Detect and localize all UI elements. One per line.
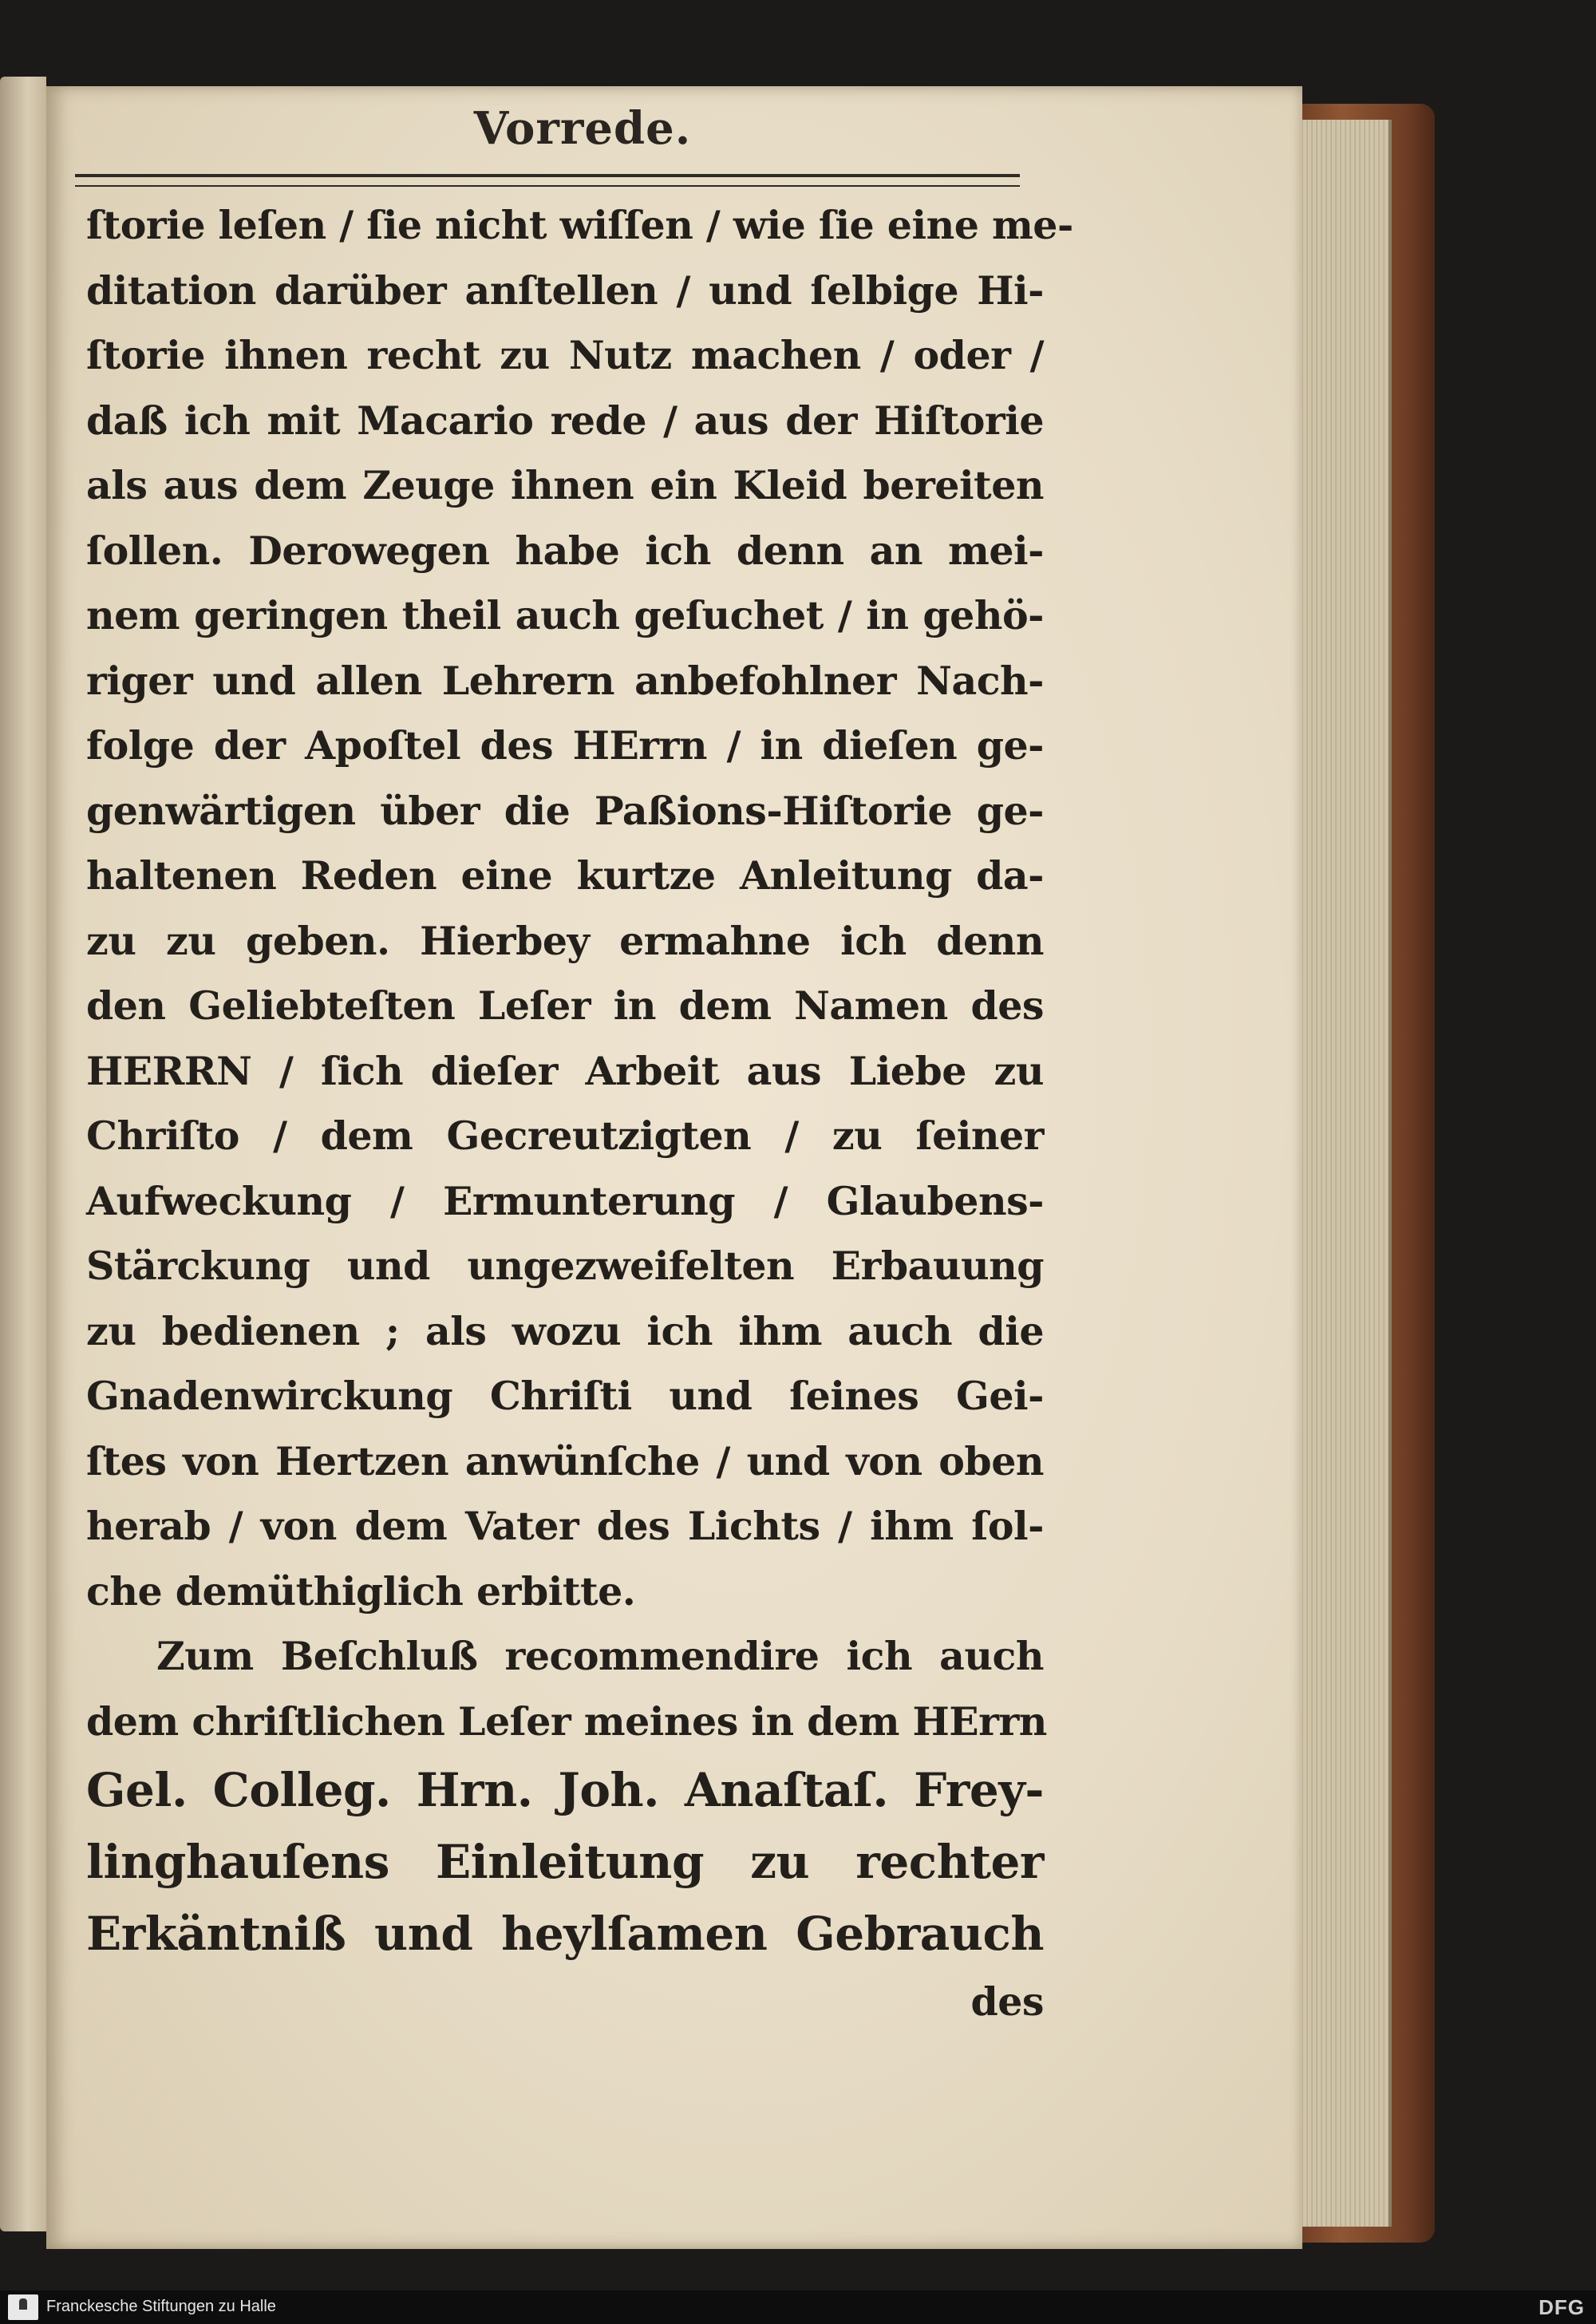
- text-line: Erkäntniß und heylſamen Gebrauch: [86, 1907, 1044, 1961]
- text-line: daß ich mit Macario rede / aus der Hiſtorie: [86, 397, 1044, 444]
- institution-logo-icon: [8, 2294, 38, 2320]
- viewer-footer: [0, 2290, 1596, 2324]
- catchword: des: [970, 1978, 1044, 2025]
- text-line: ſtorie leſen / ſie nicht wiſſen / wie ſie eine me-: [86, 202, 1073, 248]
- page-edges: [1294, 120, 1392, 2227]
- text-line: als aus dem Zeuge ihnen ein Kleid bereiten: [86, 462, 1044, 508]
- text-line: nem geringen theil auch geſuchet / in gehö-: [86, 592, 1044, 638]
- text-line: ditation darüber anſtellen / und ſelbige Hi-: [86, 267, 1044, 314]
- header-rule: [75, 174, 1020, 187]
- text-line: ſtorie ihnen recht zu Nutz machen / oder /: [86, 332, 1044, 378]
- text-line: Chriſto / dem Gecreutzigten / zu ſeiner: [86, 1113, 1044, 1159]
- text-line: linghauſens Einleitung zu rechter: [86, 1835, 1044, 1889]
- text-line: Gnadenwirckung Chriſti und ſeines Gei-: [86, 1373, 1044, 1419]
- text-line: che demüthiglich erbitte.: [86, 1567, 636, 1615]
- text-line: HERRN / ſich dieſer Arbeit aus Liebe zu: [86, 1047, 1044, 1094]
- text-line: folge der Apoſtel des HErrn / in dieſen ge-: [86, 722, 1044, 769]
- text-line: herab / von dem Vater des Lichts / ihm ſol-: [86, 1503, 1044, 1549]
- body-text: [86, 193, 1073, 2035]
- text-line: den Geliebteſten Leſer in dem Namen des: [86, 982, 1044, 1029]
- text-line: haltenen Reden eine kurtze Anleitung da-: [86, 852, 1044, 899]
- text-line: zu zu geben. Hierbey ermahne ich denn: [86, 917, 1044, 964]
- institution-label: Franckesche Stiftungen zu Halle: [46, 2298, 276, 2315]
- text-line: dem chriſtlichen Leſer meines in dem HErrn: [86, 1698, 1047, 1745]
- text-line: genwärtigen über die Paßions-Hiſtorie ge-: [86, 787, 1044, 834]
- dfg-logo: DFG: [1539, 2295, 1585, 2319]
- left-page-edge: [0, 77, 46, 2231]
- text-line: ſollen. Derowegen habe ich denn an mei-: [86, 527, 1044, 574]
- text-line: Aufweckung / Ermunterung / Glaubens-: [86, 1177, 1044, 1224]
- text-line: zu bedienen ; als wozu ich ihm auch die: [86, 1307, 1044, 1354]
- text-line: ſtes von Hertzen anwünſche / und von oben: [86, 1437, 1044, 1484]
- running-header: Vorrede.: [473, 102, 692, 155]
- text-line: Gel. Colleg. Hrn. Joh. Anaſtaſ. Frey-: [86, 1763, 1044, 1817]
- text-line: Stärckung und ungezweifelten Erbauung: [86, 1243, 1044, 1289]
- text-line: Zum Beſchluß recommendire ich auch: [156, 1633, 1044, 1679]
- text-line: riger und allen Lehrern anbefohlner Nach-: [86, 657, 1044, 704]
